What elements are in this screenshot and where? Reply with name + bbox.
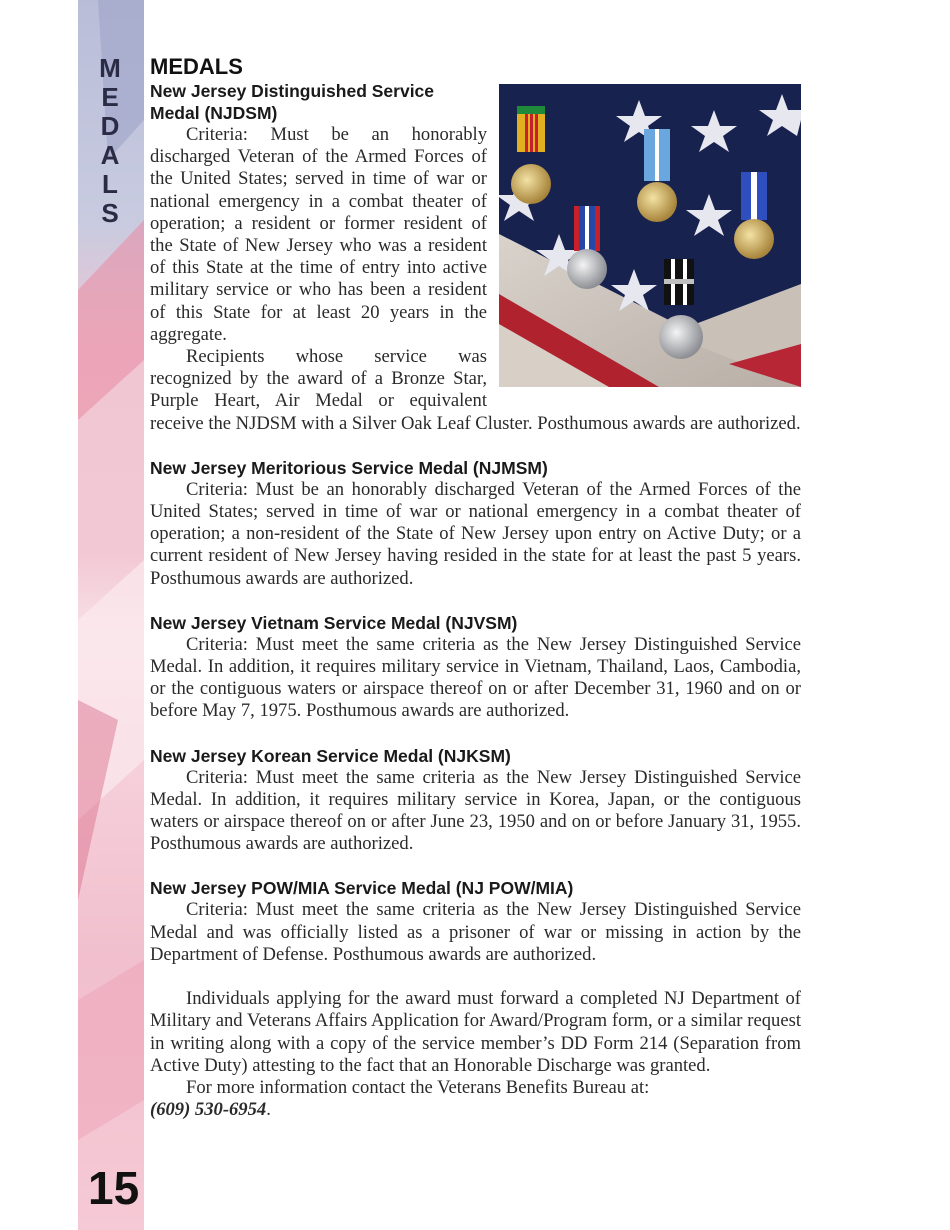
- page-title: MEDALS: [150, 54, 243, 79]
- sidebar-letter: D: [100, 111, 120, 141]
- section-paragraph: Criteria: Must be an honorably discharged Veteran of the Armed Forces of the United States; served in time of war or national emergency in a combat theater of operation; a resident or former resident of the State of New Jersey who was a resident of this State at the time of entry into active military service or who has been a resident of this State for at least 20 years in the aggregate.: [150, 124, 487, 345]
- closing-paragraph: Individuals applying for the award must forward a completed NJ Department of Military and Veterans Affairs Application for Award/Program form, or a similar request in writing along with a copy of the service member’s DD Form 214 (Separation from Active Duty) attesting to the fact that an Honorable Discharge was granted.: [150, 988, 801, 1076]
- page-number: 15: [88, 1162, 140, 1214]
- section-njmsm: [150, 457, 801, 590]
- contact-phone-line: [150, 1099, 801, 1121]
- sidebar-section-label: [92, 54, 128, 228]
- medals-on-flag-image: [499, 84, 801, 387]
- section-paragraph: Criteria: Must be an honorably discharged Veteran of the Armed Forces of the United States; served in time of war or national emergency in a combat theater of operation; a non-resident of the State of New Jersey upon entry on Active Duty; or a current resident of New Jersey having resided in the state for at least the past 5 years. Posthumous awards are authorized.: [150, 478, 801, 589]
- section-heading: New Jersey Distinguished Service Medal (NJDSM): [150, 81, 435, 123]
- medals-photo: [499, 84, 801, 387]
- section-njvsm: [150, 612, 801, 723]
- phone-number: (609) 530-6954: [150, 1099, 267, 1121]
- section-paragraph: Criteria: Must meet the same criteria as the New Jersey Distinguished Service Medal. In addition, it requires military service in Korea, Japan, or the contiguous waters or airspace thereof on or after June 23, 1950 and on or before January 31, 1955. Posthumous awards are authorized.: [150, 766, 801, 855]
- sidebar-letter: M: [99, 53, 121, 83]
- section-njksm: [150, 745, 801, 856]
- section-heading: New Jersey Korean Service Medal (NJKSM): [150, 745, 511, 766]
- section-paragraph: Recipients whose service was recognized by the award of a Bronze Star, Purple Heart, Air Medal or equivalent receive the NJDSM with a Silver Oak Leaf Cluster. Posthumous awards are authorized.: [150, 346, 801, 434]
- sidebar-letter: E: [101, 82, 119, 112]
- page-content: [150, 54, 801, 1121]
- section-paragraph: Criteria: Must meet the same criteria as the New Jersey Distinguished Service Medal and was officially listed as a prisoner of war or missing in action by the Department of Defense. Posthumous awards are authorized.: [150, 899, 801, 965]
- contact-line: For more information contact the Veterans Benefits Bureau at:: [186, 1076, 650, 1098]
- section-heading: New Jersey Meritorious Service Medal (NJMSM): [150, 457, 548, 478]
- section-heading: New Jersey Vietnam Service Medal (NJVSM): [150, 612, 518, 633]
- phone-suffix: .: [266, 1099, 271, 1121]
- spacer: [150, 966, 801, 988]
- section-paragraph: Criteria: Must meet the same criteria as the New Jersey Distinguished Service Medal. In addition, it requires military service in Vietnam, Thailand, Laos, Cambodia, or the contiguous waters or airspace thereof on or after December 31, 1960 and on or before May 7, 1975. Posthumous awards are authorized.: [150, 633, 801, 722]
- sidebar-letter: S: [101, 198, 119, 228]
- sidebar-letter: L: [102, 169, 118, 199]
- section-heading: New Jersey POW/MIA Service Medal (NJ POW/MIA): [150, 878, 574, 899]
- sidebar-letter: A: [100, 140, 120, 170]
- section-njpowmia: [150, 877, 801, 966]
